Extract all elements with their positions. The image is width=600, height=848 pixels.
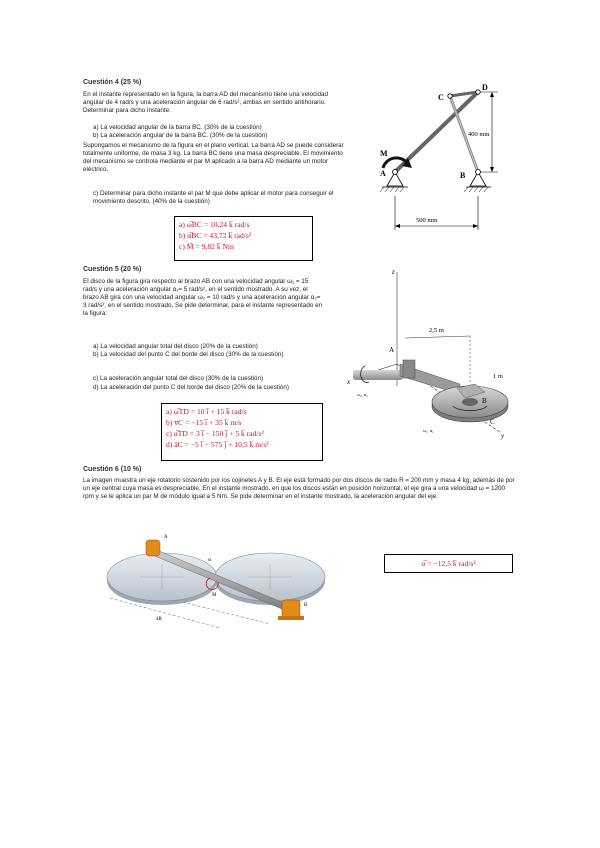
label-w1: ω₁, α₁ (423, 428, 434, 433)
q5-intro: El disco de la figura gira respecto al brazo AB con una velocidad angular ω₁ = 15 rad/s y una aceleración angular α₁= 5 rad/s², en el sentido mostrado. A su vez, el brazo AB gira con una velocidad angular ω₂ = 10 rad/s y una aceleración angular α₂= 3 rad/s², en el sentido mostrado. Se pide determinar, para el instante representado en la figura: (83, 278, 323, 318)
q4-answer-a: a) ω̅BC = 10,24 k̅ rad/s (179, 220, 250, 229)
label-c: C (438, 93, 444, 102)
q5-item-b: b) La velocidad del punto C del borde del disco (30% de la cuestión) (93, 351, 284, 358)
q4-intro: En el instante representado en la figura, la barra AD del mecanismo tiene una velocidad angular de 4 rad/s y una aceleración angular de 6 rad/s², ambas en sentido antihorario. Determinar para dicho instante: (83, 91, 329, 115)
label-a5: A (389, 346, 395, 354)
q4-mechanism-figure (350, 78, 510, 238)
label-z: z (392, 268, 395, 276)
q6-shaft-figure (100, 528, 340, 638)
label-a6: A (164, 535, 168, 540)
q4-answer-c: c) M̅ = 9,82 k̅ Nm (179, 242, 234, 251)
q5-item-a: a) La velocidad angular total del disco (20% de la cuestión) (93, 343, 258, 350)
q5-answer-d: d) a̅C = −5 i̅ − 575 j̅ + 10,5 k̅ m/s² (166, 440, 269, 449)
label-m: M (380, 149, 388, 158)
label-c5: C (490, 418, 495, 426)
label-b6: B (304, 603, 308, 608)
q5-disc-figure (345, 266, 525, 441)
q4-item-a: a) La velocidad angular de la barra BC. (30% de la cuestión) (93, 124, 262, 131)
q5-item-c: c) La aceleración angular total del disco (30% de la cuestión) (93, 375, 264, 382)
q5-answer-box (161, 403, 323, 461)
label-x: x (347, 378, 351, 386)
q5-answer-c: c) α̅TD = 3 i̅ − 150 j̅ + 5 k̅ rad/s² (166, 429, 264, 438)
q4-text2: Supongamos el mecanismo de la figura en el plano vertical. La barra AD se puede considerar totalmente uniforme, de masa 3 kg. La barra BC tiene una masa despreciable. El movimiento del mecanismo se controla mediante el par M aplicado a la barra AD mediante un motor eléctrico. (83, 142, 344, 174)
q6-answer: α̅ = −12,5 k̅ rad/s² (421, 559, 476, 568)
q5-answer-b: b) v̅C = −15 i̅ + 35 k̅ m/s (166, 418, 242, 427)
q5-item-d: d) La aceleración del punto C del borde del disco (20% de la cuestión) (93, 384, 290, 391)
label-d: D (482, 83, 488, 92)
bearing-b (282, 600, 300, 618)
q4-answer-box (174, 216, 313, 261)
q5-title: Cuestión 5 (20 %) (83, 266, 142, 273)
q4-answer-b: b) α̅BC = 43,72 k̅ rad/s² (179, 231, 252, 240)
label-omega: ω (208, 558, 212, 563)
dim-500: 500 mm (416, 217, 438, 224)
q6-title: Cuestión 6 (10 %) (83, 466, 142, 473)
q4-item-b: b) La aceleración angular de la barra BC. (30% de la cuestión) (93, 132, 268, 139)
dim-400: 400 mm (468, 131, 490, 138)
label-b5: B (482, 397, 487, 405)
bearing-a (146, 540, 160, 556)
label-m6: M (212, 593, 217, 598)
q5-answer-a: a) ω̅TD = 10 i̅ + 15 k̅ rad/s (166, 407, 247, 416)
dim-1m: 1 m (493, 373, 503, 380)
label-a: A (380, 169, 386, 178)
q6-answer-box (384, 554, 513, 573)
label-b: B (460, 171, 466, 180)
label-y: y (501, 432, 505, 440)
label-w2: ω₂, α₂ (357, 392, 368, 397)
q4-title: Cuestión 4 (25 %) (83, 79, 142, 86)
dim-2-5m: 2,5 m (429, 327, 444, 334)
q6-text: La imagen muestra un eje rotatorio sostenido por los cojinetes A y B. El eje está formado por dos discos de radio R = 200 mm y masa 4 kg, además de por un eje central cuya masa es despreciable. En el instante mostrado, en que los discos están en posición horizontal, el eje gira a una velocidad ω = 1200 rpm y se le aplica un par M de módulo igual a 5 Nm. Se pide determinar en el instante mostrado, la aceleración angular del eje. (83, 477, 515, 501)
label-4r: 4R (156, 617, 162, 622)
bearing-a (403, 360, 415, 378)
q4-item-c: c) Determinar para dicho instante el par M que debe aplicar el motor para conseguir el movimiento descrito. (40% de la cuestión) (93, 190, 334, 206)
